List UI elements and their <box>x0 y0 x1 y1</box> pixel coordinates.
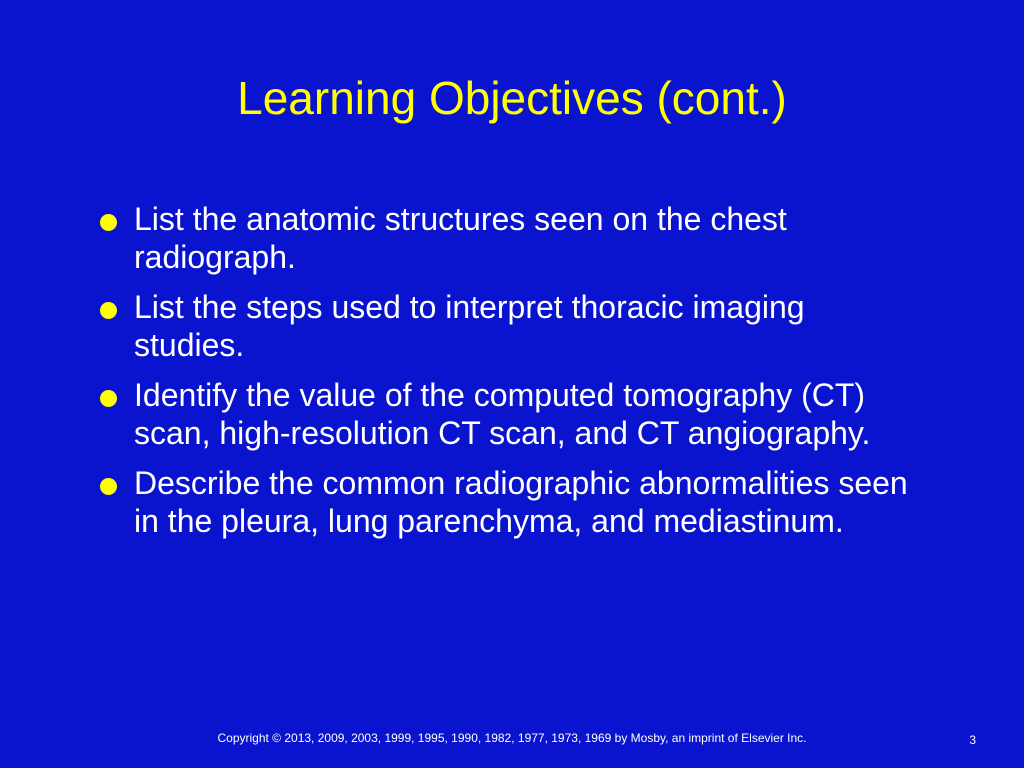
bullet-list <box>96 200 916 552</box>
bullet-item <box>96 376 916 452</box>
bullet-dot-icon <box>100 390 117 407</box>
bullet-text: Describe the common radiographic abnormalities seen in the pleura, lung parenchyma, and mediastinum. <box>134 465 908 539</box>
slide-title: Learning Objectives (cont.) <box>237 72 787 124</box>
bullet-text: List the anatomic structures seen on the chest radiograph. <box>134 201 787 275</box>
bullet-item <box>96 464 916 540</box>
page-number: 3 <box>969 733 976 747</box>
bullet-text: Identify the value of the computed tomography (CT) scan, high-resolution CT scan, and CT angiography. <box>134 377 871 451</box>
bullet-dot-icon <box>100 302 117 319</box>
bullet-dot-icon <box>100 478 117 495</box>
copyright-footer: Copyright © 2013, 2009, 2003, 1999, 1995, 1990, 1982, 1977, 1973, 1969 by Mosby, an imprint of Elsevier Inc. <box>217 731 807 745</box>
bullet-dot-icon <box>100 214 117 231</box>
bullet-item <box>96 288 916 364</box>
bullet-item <box>96 200 916 276</box>
bullet-text: List the steps used to interpret thoracic imaging studies. <box>134 289 805 363</box>
